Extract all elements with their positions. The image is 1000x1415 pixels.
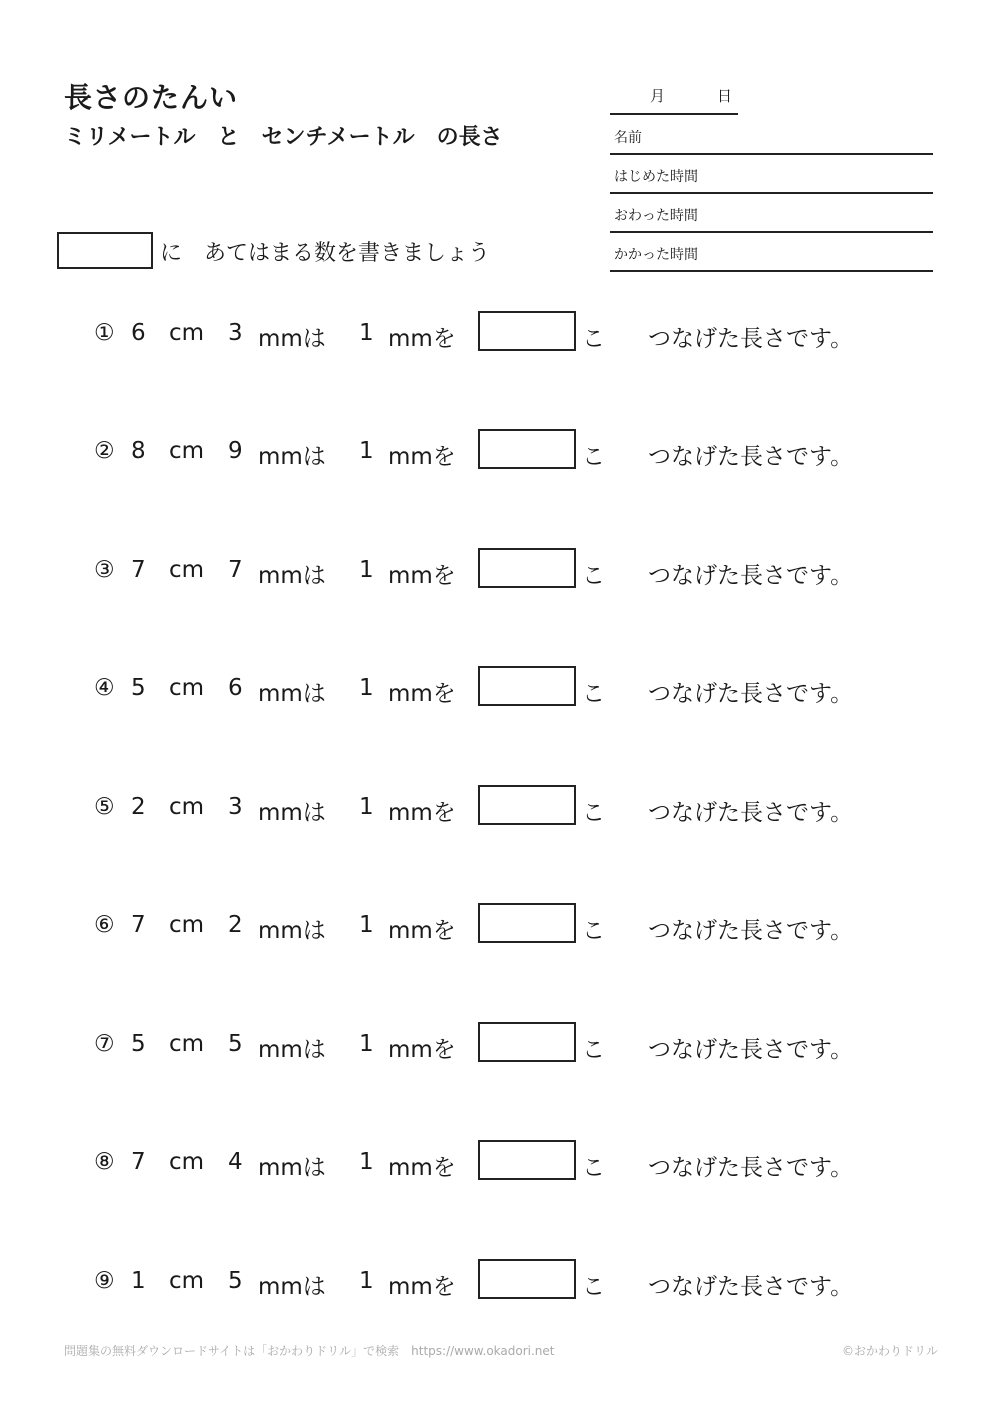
suffix-text: つなげた長さです。 xyxy=(648,326,854,352)
problem-number: ① xyxy=(94,320,115,346)
answer-box[interactable] xyxy=(478,1259,576,1299)
problem-number: ② xyxy=(94,438,115,464)
start-time-field[interactable] xyxy=(610,155,933,194)
one-value: 1 xyxy=(359,438,374,464)
name-field[interactable] xyxy=(610,116,933,155)
mm-wo-label: mmを xyxy=(388,326,456,352)
instruction-text: に あてはまる数を書きましょう xyxy=(160,241,491,266)
answer-box[interactable] xyxy=(478,1022,576,1062)
cm-unit: cm xyxy=(169,675,205,701)
mm-unit: mmは xyxy=(258,1155,326,1181)
answer-box[interactable] xyxy=(478,548,576,588)
elapsed-time-field[interactable] xyxy=(610,233,933,272)
one-value: 1 xyxy=(359,794,374,820)
cm-unit: cm xyxy=(169,438,205,464)
mm-value: 3 xyxy=(228,794,243,820)
page-title: 長さのたんい xyxy=(64,81,239,114)
ko-label: こ xyxy=(582,1037,605,1063)
mm-unit: mmは xyxy=(258,563,326,589)
answer-box[interactable] xyxy=(478,903,576,943)
ko-label: こ xyxy=(582,800,605,826)
one-value: 1 xyxy=(359,1031,374,1057)
suffix-text: つなげた長さです。 xyxy=(648,800,854,826)
mm-unit: mmは xyxy=(258,1274,326,1300)
problem-number: ⑧ xyxy=(94,1149,115,1175)
cm-value: 5 xyxy=(131,1031,146,1057)
ko-label: こ xyxy=(582,444,605,470)
mm-value: 9 xyxy=(228,438,243,464)
mm-value: 7 xyxy=(228,557,243,583)
ko-label: こ xyxy=(582,681,605,707)
answer-box[interactable] xyxy=(478,311,576,351)
cm-unit: cm xyxy=(169,794,205,820)
cm-value: 7 xyxy=(131,912,146,938)
suffix-text: つなげた長さです。 xyxy=(648,918,854,944)
cm-value: 8 xyxy=(131,438,146,464)
mm-unit: mmは xyxy=(258,918,326,944)
footer-site-note: 問題集の無料ダウンロードサイトは「おかわりドリル」で検索 https://www.okadori.net xyxy=(64,1344,555,1358)
ko-label: こ xyxy=(582,918,605,944)
mm-value: 5 xyxy=(228,1268,243,1294)
cm-unit: cm xyxy=(169,320,205,346)
cm-value: 5 xyxy=(131,675,146,701)
cm-value: 2 xyxy=(131,794,146,820)
cm-unit: cm xyxy=(169,557,205,583)
month-label: 月 xyxy=(650,87,666,105)
mm-value: 4 xyxy=(228,1149,243,1175)
ko-label: こ xyxy=(582,1155,605,1181)
mm-unit: mmは xyxy=(258,1037,326,1063)
day-label: 日 xyxy=(717,87,733,105)
cm-value: 1 xyxy=(131,1268,146,1294)
problem-row xyxy=(0,785,1000,829)
problem-row xyxy=(0,429,1000,473)
problem-number: ⑦ xyxy=(94,1031,115,1057)
end-time-field[interactable] xyxy=(610,194,933,233)
mm-unit: mmは xyxy=(258,326,326,352)
one-value: 1 xyxy=(359,675,374,701)
answer-box[interactable] xyxy=(478,429,576,469)
problem-row xyxy=(0,548,1000,592)
mm-wo-label: mmを xyxy=(388,681,456,707)
elapsed-time-label: かかった時間 xyxy=(614,247,698,263)
problem-row xyxy=(0,666,1000,710)
mm-wo-label: mmを xyxy=(388,444,456,470)
problem-number: ③ xyxy=(94,557,115,583)
start-time-label: はじめた時間 xyxy=(614,169,698,185)
answer-box[interactable] xyxy=(478,1140,576,1180)
mm-unit: mmは xyxy=(258,800,326,826)
mm-unit: mmは xyxy=(258,681,326,707)
cm-unit: cm xyxy=(169,912,205,938)
one-value: 1 xyxy=(359,320,374,346)
mm-wo-label: mmを xyxy=(388,1037,456,1063)
answer-box[interactable] xyxy=(478,785,576,825)
footer-copyright: ©おかわりドリル xyxy=(842,1344,939,1358)
one-value: 1 xyxy=(359,557,374,583)
problem-row xyxy=(0,1022,1000,1066)
one-value: 1 xyxy=(359,1149,374,1175)
mm-wo-label: mmを xyxy=(388,1155,456,1181)
cm-value: 6 xyxy=(131,320,146,346)
suffix-text: つなげた長さです。 xyxy=(648,1155,854,1181)
problem-number: ⑥ xyxy=(94,912,115,938)
suffix-text: つなげた長さです。 xyxy=(648,563,854,589)
ko-label: こ xyxy=(582,1274,605,1300)
cm-value: 7 xyxy=(131,1149,146,1175)
ko-label: こ xyxy=(582,326,605,352)
name-label: 名前 xyxy=(614,130,642,146)
problem-row xyxy=(0,903,1000,947)
mm-wo-label: mmを xyxy=(388,1274,456,1300)
suffix-text: つなげた長さです。 xyxy=(648,681,854,707)
mm-value: 3 xyxy=(228,320,243,346)
problem-row xyxy=(0,1259,1000,1303)
suffix-text: つなげた長さです。 xyxy=(648,444,854,470)
mm-value: 2 xyxy=(228,912,243,938)
problem-number: ⑨ xyxy=(94,1268,115,1294)
mm-wo-label: mmを xyxy=(388,800,456,826)
one-value: 1 xyxy=(359,1268,374,1294)
instruction-box-sample xyxy=(57,232,153,269)
cm-unit: cm xyxy=(169,1149,205,1175)
problem-row xyxy=(0,1140,1000,1184)
mm-value: 5 xyxy=(228,1031,243,1057)
problem-number: ④ xyxy=(94,675,115,701)
cm-unit: cm xyxy=(169,1268,205,1294)
cm-value: 7 xyxy=(131,557,146,583)
suffix-text: つなげた長さです。 xyxy=(648,1037,854,1063)
page-subtitle: ミリメートル と センチメートル の長さ xyxy=(64,125,503,150)
end-time-label: おわった時間 xyxy=(614,208,698,224)
suffix-text: つなげた長さです。 xyxy=(648,1274,854,1300)
date-field[interactable] xyxy=(610,83,738,115)
problem-number: ⑤ xyxy=(94,794,115,820)
answer-box[interactable] xyxy=(478,666,576,706)
one-value: 1 xyxy=(359,912,374,938)
cm-unit: cm xyxy=(169,1031,205,1057)
ko-label: こ xyxy=(582,563,605,589)
mm-wo-label: mmを xyxy=(388,563,456,589)
mm-unit: mmは xyxy=(258,444,326,470)
mm-wo-label: mmを xyxy=(388,918,456,944)
mm-value: 6 xyxy=(228,675,243,701)
problem-row xyxy=(0,311,1000,355)
